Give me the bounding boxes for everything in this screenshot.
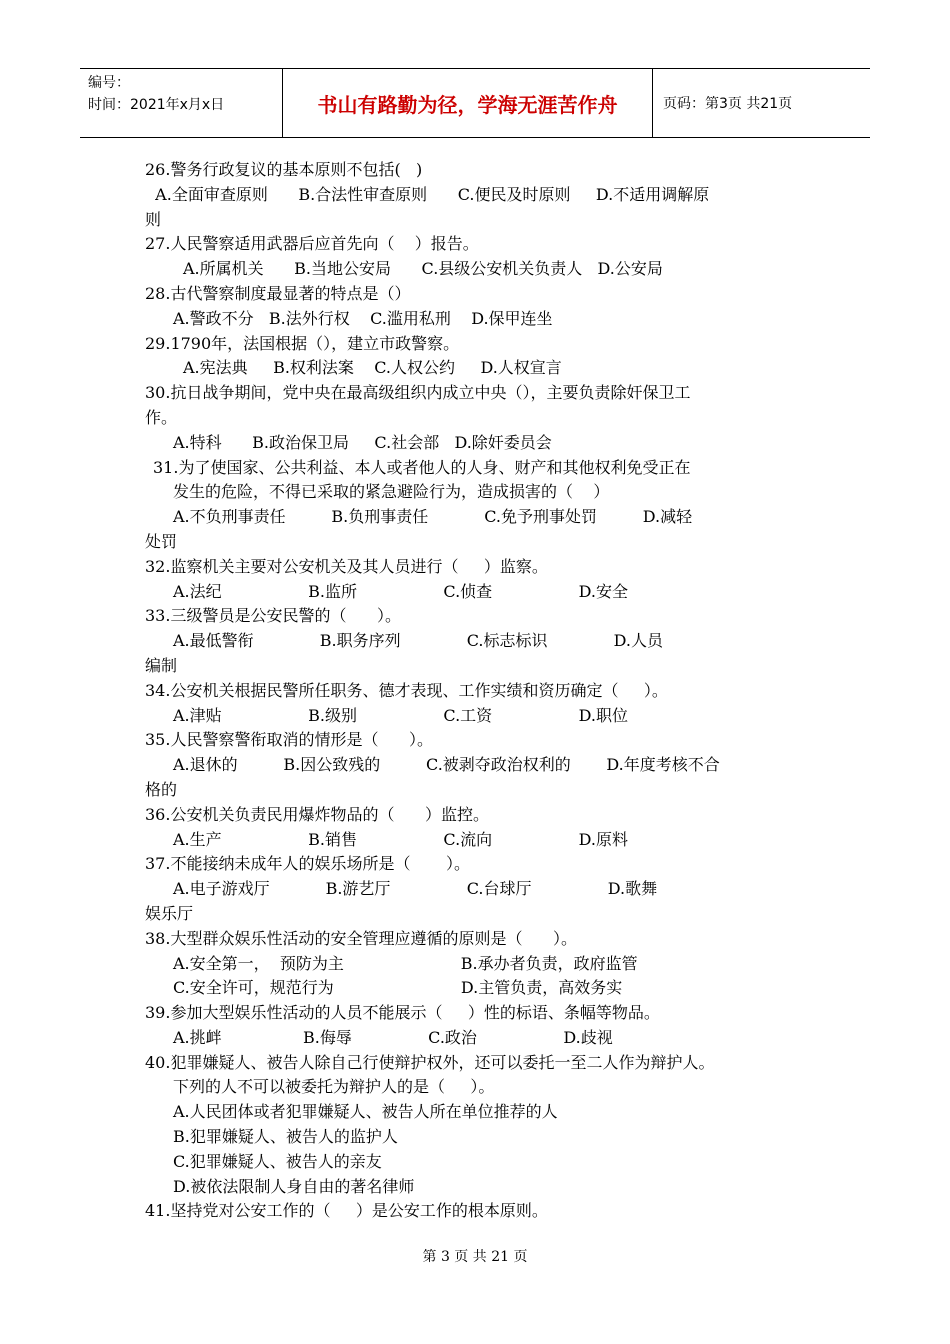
- question-list: [145, 158, 825, 1224]
- text-line: C.安全许可，规范行为 D.主管负责，高效务实: [173, 978, 623, 998]
- text-line: 29.1790年，法国根据（），建立市政警察。: [145, 333, 460, 353]
- document-date: 时间：2021年x月x日: [88, 97, 225, 113]
- text-line: 41.坚持党对公安工作的（ ）是公安工作的根本原则。: [145, 1201, 548, 1221]
- text-line: 35.人民警察警衔取消的情形是（ ）。: [145, 730, 433, 750]
- text-line: 34.公安机关根据民警所任职务、德才表现、工作实绩和资历确定（ ）。: [145, 680, 668, 700]
- text-line: 32.监察机关主要对公安机关及其人员进行（ ）监察。: [145, 556, 548, 576]
- text-line: A.宪法典 B.权利法案 C.人权公约 D.人权宣言: [183, 358, 562, 378]
- text-line: 36.公安机关负责民用爆炸物品的（ ）监控。: [145, 804, 489, 824]
- header-meta: [80, 69, 283, 137]
- text-line: A.挑衅 B.侮辱 C.政治 D.歧视: [173, 1027, 613, 1047]
- text-line: 31.为了使国家、公共利益、本人或者他人的人身、财产和其他权利免受正在: [153, 457, 691, 477]
- text-line: A.电子游戏厅 B.游艺厅 C.台球厅 D.歌舞: [173, 879, 658, 899]
- text-line: 28.古代警察制度最显著的特点是（）: [145, 283, 411, 303]
- text-line: 编制: [145, 655, 178, 675]
- text-line: A.安全第一， 预防为主 B.承办者负责，政府监管: [173, 953, 638, 973]
- text-line: B.犯罪嫌疑人、被告人的监护人: [173, 1127, 398, 1147]
- text-line: A.特科 B.政治保卫局 C.社会部 D.除奸委员会: [173, 432, 552, 452]
- text-line: 娱乐厅: [145, 903, 194, 923]
- text-line: 30.抗日战争期间，党中央在最高级组织内成立中央（），主要负责除奸保卫工: [145, 383, 691, 403]
- text-line: 下列的人不可以被委托为辩护人的是（ ）。: [173, 1077, 495, 1097]
- text-line: A.法纪 B.监所 C.侦查 D.安全: [173, 581, 628, 601]
- text-line: 发生的危险，不得已采取的紧急避险行为，造成损害的（ ）: [173, 482, 610, 502]
- text-line: A.人民团体或者犯罪嫌疑人、被告人所在单位推荐的人: [173, 1102, 558, 1122]
- text-line: A.退休的 B.因公致残的 C.被剥夺政治权利的 D.年度考核不合: [173, 755, 720, 775]
- text-line: A.全面审查原则 B.合法性审查原则 C.便民及时原则 D.不适用调解原: [145, 184, 710, 204]
- text-line: 格的: [145, 779, 178, 799]
- text-line: 则: [145, 209, 162, 229]
- text-line: D.被依法限制人身自由的著名律师: [173, 1176, 415, 1196]
- text-line: C.犯罪嫌疑人、被告人的亲友: [173, 1151, 382, 1171]
- header-page-info: 页码：第3页 共21页: [663, 96, 793, 112]
- text-line: A.警政不分 B.法外行权 C.滥用私刑 D.保甲连坐: [173, 308, 553, 328]
- header-motto: 书山有路勤为径，学海无涯苦作舟: [283, 69, 653, 137]
- text-line: 39.参加大型娱乐性活动的人员不能展示（ ）性的标语、条幅等物品。: [145, 1003, 660, 1023]
- text-line: 26.警务行政复议的基本原则不包括( ): [145, 160, 423, 179]
- text-line: 38.大型群众娱乐性活动的安全管理应遵循的原则是（ ）。: [145, 928, 577, 948]
- text-line: 33.三级警员是公安民警的（ ）。: [145, 606, 401, 626]
- text-line: 27.人民警察适用武器后应首先向（ ）报告。: [145, 234, 479, 254]
- document-number-label: 编号：: [88, 75, 130, 91]
- text-line: 作。: [145, 407, 178, 427]
- text-line: A.不负刑事责任 B.负刑事责任 C.免予刑事处罚 D.减轻: [173, 507, 693, 527]
- text-line: A.津贴 B.级别 C.工资 D.职位: [173, 705, 628, 725]
- page-footer: 第 3 页 共 21 页: [422, 1249, 528, 1265]
- page-header: [80, 68, 870, 138]
- text-line: 37.不能接纳未成年人的娱乐场所是（ ）。: [145, 854, 471, 874]
- text-line: A.所属机关 B.当地公安局 C.县级公安机关负责人 D.公安局: [183, 259, 663, 279]
- text-line: A.生产 B.销售 C.流向 D.原料: [173, 829, 628, 849]
- text-line: A.最低警衔 B.职务序列 C.标志标识 D.人员: [173, 631, 663, 651]
- text-line: 40.犯罪嫌疑人、被告人除自己行使辩护权外，还可以委托一至二人作为辩护人。: [145, 1052, 715, 1072]
- text-line: 处罚: [145, 531, 178, 551]
